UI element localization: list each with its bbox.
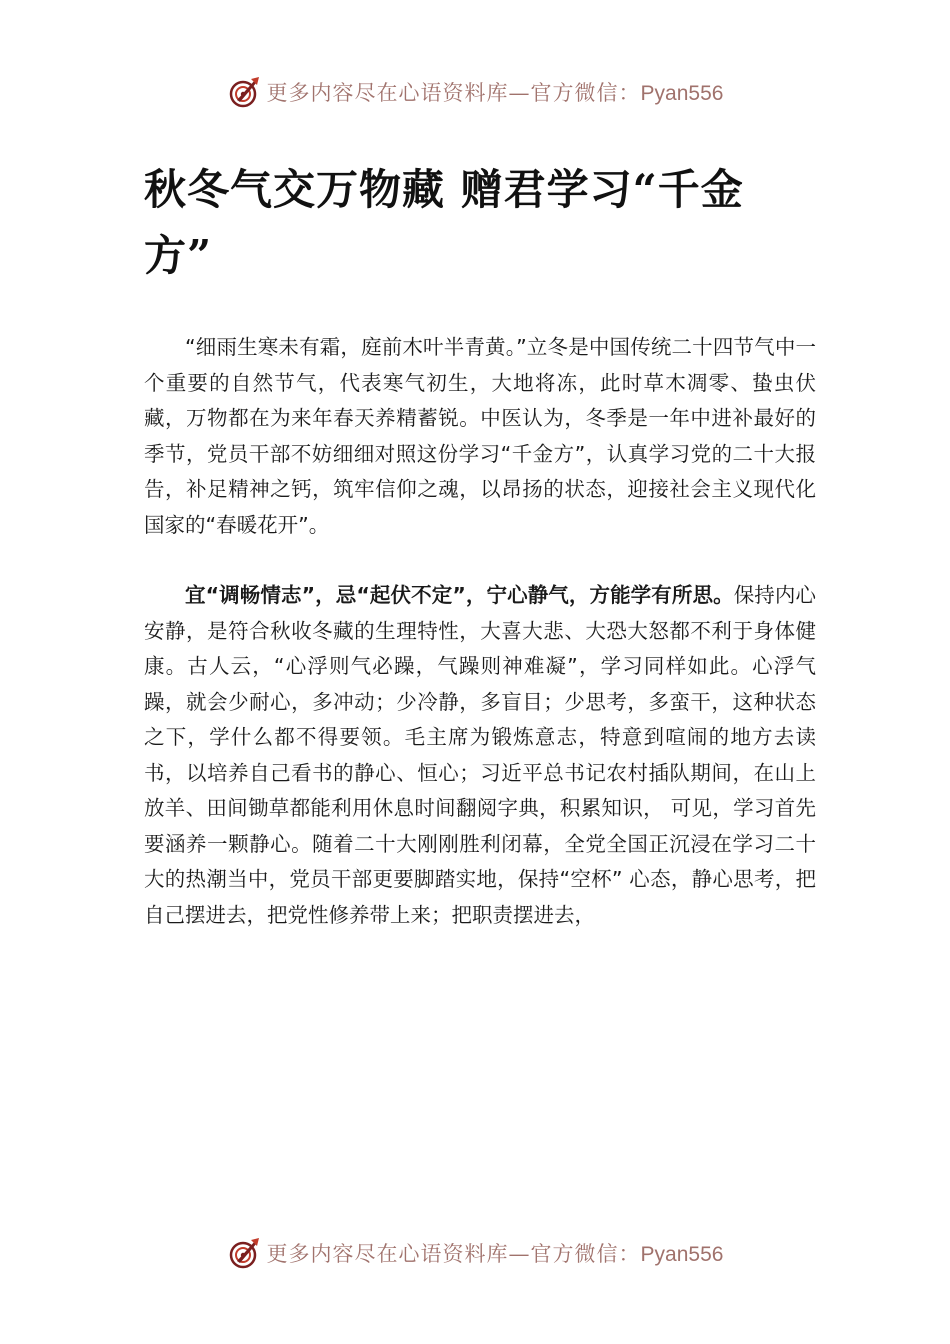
article-body — [144, 330, 816, 933]
paragraph-1-text: “细雨生寒未有霜，庭前木叶半青黄。”立冬是中国传统二十四节气中一个重要的自然节气，代表寒气初生，大地将冻，此时草木凋零、蛰虫伏藏，万物都在为来年春天养精蓄锐。中医认为，冬季是一年中进补最好的季节，党员干部不妨细细对照这份学习“千金方”，认真学习党的二十大报告，补足精神之钙，筑牢信仰之魂，以昂扬的状态，迎接社会主义现代化国家的“春暖花开”。 — [144, 335, 816, 537]
article-title: 秋冬气交万物藏 赠君学习“千金方” — [144, 165, 744, 280]
header-banner — [0, 70, 950, 114]
header-banner-text: 更多内容尽在心语资料库—官方微信：Pyan556 — [266, 81, 724, 105]
paragraph-2 — [144, 578, 816, 933]
footer-banner — [0, 1231, 950, 1275]
paragraph-1 — [144, 330, 816, 543]
footer-wechat-handle: Pyan556 — [640, 1243, 724, 1266]
footer-banner-text: 更多内容尽在心语资料库—官方微信：Pyan556 — [266, 1242, 724, 1266]
quill-logo-icon — [227, 74, 263, 110]
header-wechat-handle: Pyan556 — [640, 82, 724, 105]
paragraph-2-text: 保持内心安静，是符合秋收冬藏的生理特性，大喜大悲、大恐大怒都不利于身体健康。古人云，“心浮则气必躁，气躁则神难凝”，学习同样如此。心浮气躁，就会少耐心，多冲动；少冷静，多盲目；少思考，多蛮干，这种状态之下，学什么都不得要领。毛主席为锻炼意志，特意到喧闹的地方去读书，以培养自己看书的静心、恒心；习近平总书记农村插队期间，在山上放羊、田间锄草都能利用休息时间翻阅字典，积累知识， 可见，学习首先要涵养一颗静心。随着二十大刚刚胜利闭幕，全党全国正沉浸在学习二十大的热潮当中，党员干部更要脚踏实地，保持“空杯” 心态，静心思考，把自己摆进去，把党性修养带上来；把职责摆进去， — [144, 583, 816, 927]
paragraph-2-lead: 宜“调畅情志”，忌“起伏不定”，宁心静气，方能学有所思。 — [185, 583, 734, 607]
quill-logo-icon — [227, 1235, 263, 1271]
